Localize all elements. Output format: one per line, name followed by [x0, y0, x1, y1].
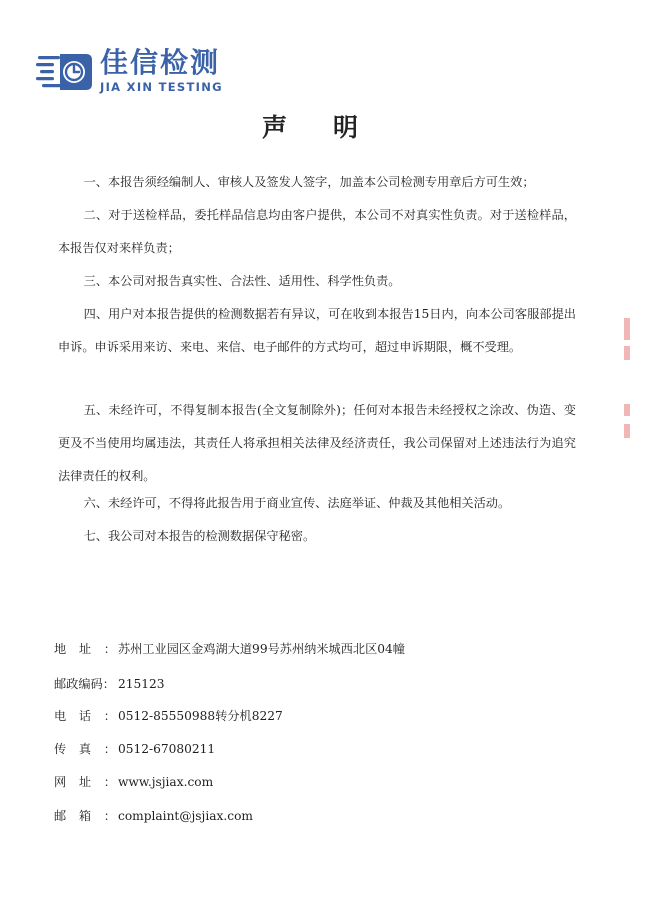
clause-6: 六、未经许可，不得将此报告用于商业宣传、法庭举证、仲裁及其他相关活动。	[83, 496, 511, 510]
contact-email	[54, 807, 253, 825]
logo-english-name: JIA XIN TESTING	[100, 80, 223, 94]
clause-2: 二、对于送检样品，委托样品信息均由客户提供，本公司不对真实性负责。对于送检样品，本报告仅对来样负责；	[58, 208, 576, 255]
contact-website	[54, 773, 213, 791]
logo-chinese-name: 佳信检测	[100, 46, 221, 79]
address-value: 苏州工业园区金鸡湖大道99号苏州纳米城西北区04幢	[118, 642, 405, 656]
contact-fax	[54, 740, 215, 758]
clause-1: 一、本报告须经编制人、审核人及签发人签字，加盖本公司检测专用章后方可生效；	[83, 175, 535, 189]
fax-value: 0512-67080211	[118, 742, 216, 756]
postcode-label: 邮政编码：	[54, 677, 115, 691]
contact-address	[54, 640, 405, 658]
clause-7: 七、我公司对本报告的检测数据保守秘密。	[83, 529, 316, 543]
phone-label: 电话：	[54, 709, 116, 723]
clause-3: 三、本公司对报告真实性、合法性、适用性、科学性负责。	[83, 274, 401, 288]
contact-postcode	[54, 675, 165, 693]
clause-5: 五、未经许可，不得复制本报告(全文复制除外)；任何对本报告未经授权之涂改、伪造、变更及不当使用均属违法，其责任人将承担相关法律及经济责任，我公司保留对上述违法行为追究法律责任的权利。	[58, 403, 576, 483]
stamp-edge-mark	[624, 424, 630, 438]
website-value: www.jsjiax.com	[118, 775, 214, 789]
testing-logo-icon	[36, 50, 94, 92]
contact-phone	[54, 707, 283, 725]
stamp-edge-mark	[624, 346, 630, 360]
address-label: 地址：	[54, 642, 116, 656]
stamp-edge-mark	[624, 404, 630, 416]
email-label: 邮箱：	[54, 809, 116, 823]
page-title: 声明	[262, 113, 405, 142]
postcode-value: 215123	[118, 677, 165, 691]
website-label: 网址：	[54, 775, 116, 789]
company-logo	[36, 46, 236, 98]
fax-label: 传真：	[54, 742, 116, 756]
stamp-edge-mark	[624, 318, 630, 340]
phone-value: 0512-85550988转分机8227	[118, 709, 283, 723]
email-value: complaint@jsjiax.com	[118, 809, 253, 823]
clause-4: 四、用户对本报告提供的检测数据若有异议，可在收到本报告15日内，向本公司客服部提出申诉。申诉采用来访、来电、来信、电子邮件的方式均可，超过申诉期限，概不受理。	[58, 307, 576, 354]
